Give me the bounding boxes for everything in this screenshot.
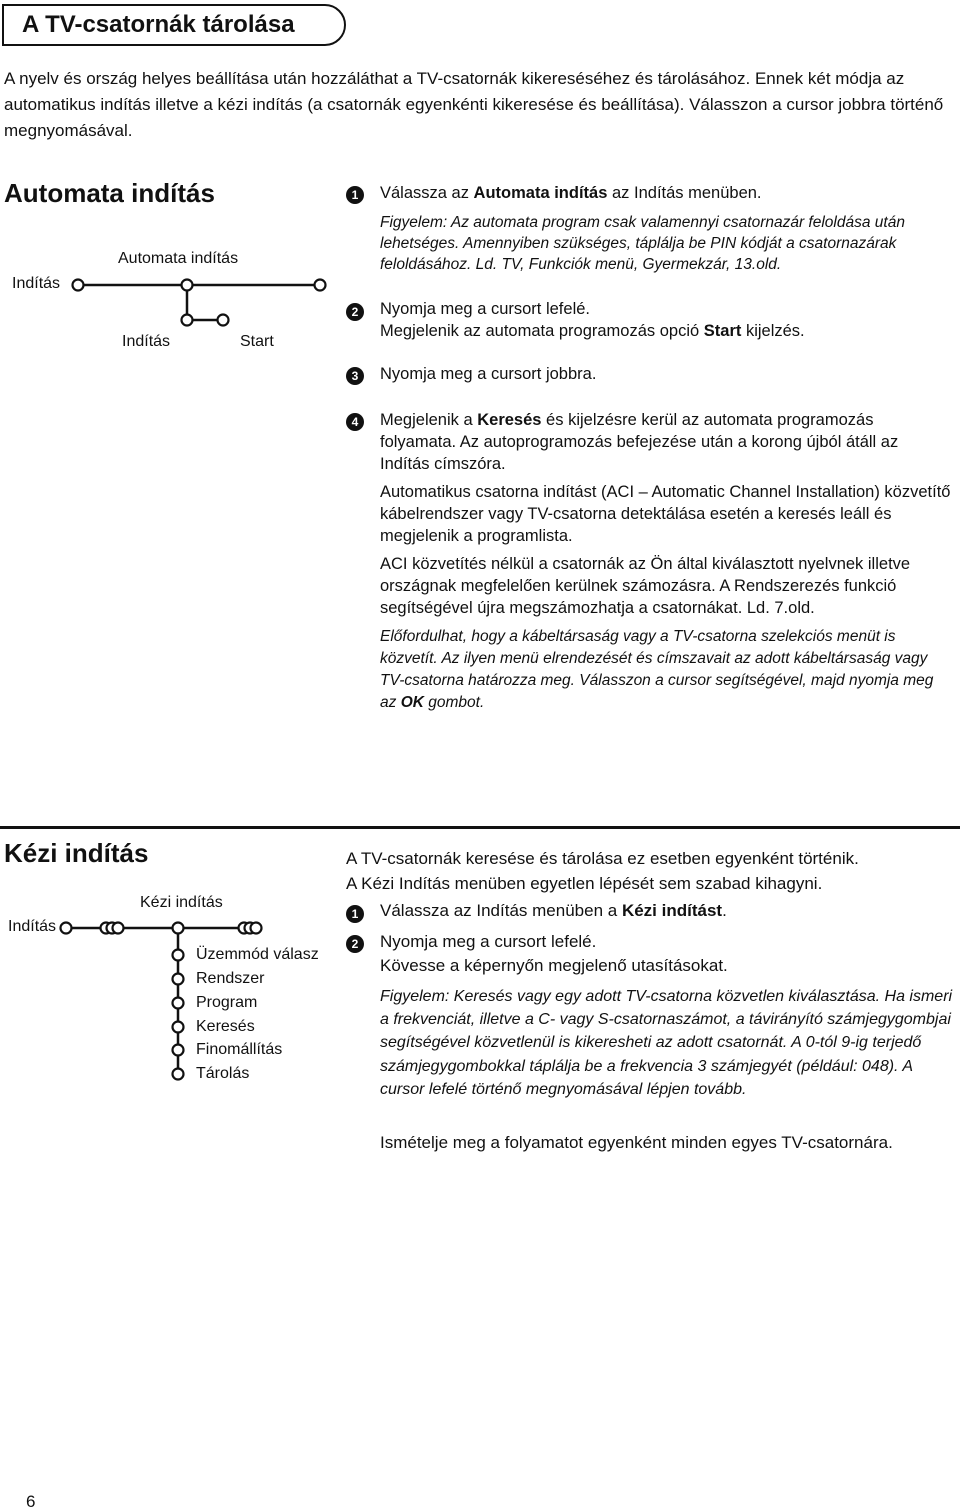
auto-step-2-line2: [380, 320, 950, 342]
manual-step-1-bold: Kézi indítást: [621, 901, 723, 920]
auto-step-1-post: az Indítás menüben.: [607, 184, 762, 202]
page-number: 6: [26, 1492, 36, 1511]
auto-step-4-pre: Megjelenik a: [380, 411, 478, 429]
auto-step-2: [380, 298, 950, 342]
auto-step-2-line1: Nyomja meg a cursort lefelé.: [380, 300, 590, 318]
step-number-badge: 4: [346, 413, 364, 431]
manual-intro-1: A TV-csatornák keresése és tárolása ez esetben egyenként történik.: [346, 849, 859, 868]
step-number-badge: 1: [346, 186, 364, 204]
auto-sub-node: [182, 315, 193, 326]
auto-step-2-line2-pre: Megjelenik az automata programozás opció: [380, 322, 704, 340]
manual-branch-node: [173, 923, 184, 934]
auto-branch-node: [182, 280, 193, 291]
auto-heading: Automata indítás: [4, 178, 215, 208]
auto-step-2-line2-bold: Start: [703, 322, 742, 340]
auto-step-4-post: és kijelzésre kerül az automata programozás folyamata. Az autoprogramozás befejezése után a korong újból átáll az Indítás címszóra.: [380, 411, 899, 473]
auto-step-1-bold: Automata indítás: [473, 184, 608, 202]
aci-paragraph-2: ACI közvetítés nélkül a csatornák az Ön által kiválasztott nyelvnek illetve országnak megfelelően kerülnek számozásra. A Rendszerezés funkció segítségével újra megszámozhatja a csatornákat. Ld. 7.old.: [380, 555, 911, 617]
manual-diagram-root-label: Indítás: [8, 918, 57, 935]
manual-intro-2: A Kézi Indítás menüben egyetlen lépését sem szabad kihagyni.: [346, 874, 823, 893]
auto-root-node: [73, 280, 84, 291]
manual-diagram-item: Keresés: [196, 1018, 255, 1035]
manual-note: Figyelem: Keresés vagy egy adott TV-csatorna közvetlen kiválasztása. Ha ismeri a frekvenciát, illetve a C- vagy S-csatornaszámot, a távirányító számjegygombjai segítségével közvetlenül is kikeresheti az adott csatornát. A 0-tól 9-ig terjedő számjegygombokkal táplálja be a frekvencia 3 számjegyét (például: 048). A cursor lefelé történő megnyomásával lépjen tovább.: [380, 988, 953, 1098]
auto-diagram-start-label: Start: [240, 333, 274, 350]
auto-step-4-bold: Keresés: [477, 411, 542, 429]
step-number-badge: 2: [346, 935, 364, 953]
manual-diagram-item: Program: [196, 994, 258, 1011]
auto-note-2-post: gombot.: [423, 694, 485, 711]
auto-note-2: [380, 626, 954, 714]
auto-step-4: [380, 409, 952, 475]
intro-paragraph: A nyelv és ország helyes beállítása után hozzáláthat a TV-csatornák kikereséséhez és tárolásához. Ennek két módja az automatikus indítás illetve a kézi indítás (a csatornák egyenkénti kikeresése és beállítása). Válasszon a cursor jobbra történő megnyomásával.: [4, 69, 944, 140]
auto-diagram-root-label: Indítás: [12, 275, 61, 292]
manual-diagram-branch-label: Kézi indítás: [140, 894, 223, 911]
manual-step-1-pre: Válassza az Indítás menüben a: [380, 901, 622, 920]
auto-diagram-sub-label: Indítás: [122, 333, 171, 350]
manual-root-node: [61, 923, 72, 934]
manual-step-2: [380, 930, 728, 978]
manual-diagram-item: Üzemmód válasz: [196, 946, 319, 963]
auto-start-node: [218, 315, 229, 326]
auto-diagram-branch-label: Automata indítás: [118, 250, 239, 267]
auto-step-1-pre: Válassza az: [380, 184, 474, 202]
aci-paragraph-1: Automatikus csatorna indítást (ACI – Automatic Channel Installation) közvetítő kábelrendszer vagy TV-csatorna detektálása esetén a keresés leáll és megjelenik a programlista.: [380, 483, 951, 545]
manual-step-1-post: .: [722, 901, 727, 920]
auto-note-1: Figyelem: Az automata program csak valamennyi csatornazár feloldása után lehetséges. Amennyiben szükséges, táplálja be PIN kódját a csatornazárak feloldásához. Ld. TV, Funkciók menü, Gyermekzár, 13.old.: [380, 214, 905, 273]
manual-step-2-line1: Nyomja meg a cursort lefelé.: [380, 932, 597, 951]
step-number-badge: 2: [346, 303, 364, 321]
auto-step-2-line2-post: kijelzés.: [741, 322, 805, 340]
manual-final: Ismételje meg a folyamatot egyenként minden egyes TV-csatornára.: [380, 1133, 893, 1152]
step-number-badge: 1: [346, 905, 364, 923]
step-number-badge: 3: [346, 367, 364, 385]
auto-note-2-pre: Előfordulhat, hogy a kábeltársaság vagy a TV-csatorna szelekciós menüt is közvetít. Az ilyen menü elrendezését és címszavait az adott kábeltársaság vagy TV-csatorna határozza meg. Válasszon a cursor segítségével, majd nyomja meg az: [380, 628, 934, 711]
manual-diagram-item: Finomállítás: [196, 1041, 283, 1058]
auto-note-2-bold: OK: [400, 694, 424, 711]
page-title-text: A TV-csatornák tárolása: [22, 11, 295, 38]
manual-heading: Kézi indítás: [4, 838, 149, 868]
section-divider: [0, 826, 960, 829]
manual-step-1: [380, 900, 727, 922]
manual-diagram-item: Tárolás: [196, 1065, 250, 1082]
manual-step-2-line2: Kövesse a képernyőn megjelenő utasításokat.: [380, 956, 728, 975]
manual-diagram-item: Rendszer: [196, 970, 265, 987]
auto-step-3: Nyomja meg a cursort jobbra.: [380, 365, 597, 383]
auto-step-1: [380, 182, 950, 204]
auto-end-node: [315, 280, 326, 291]
